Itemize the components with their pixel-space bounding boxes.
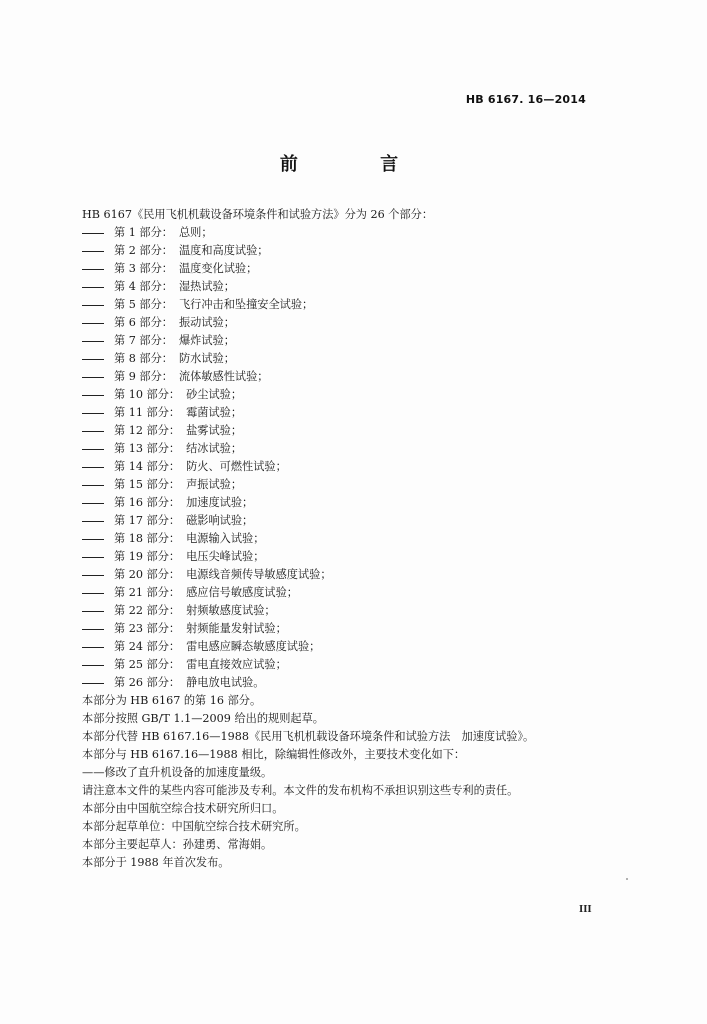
list-item <box>82 638 602 656</box>
dash-marker <box>82 485 104 486</box>
part-number: 第 23 部分： <box>114 622 181 635</box>
paragraph-patent-notice: 请注意本文件的某些内容可能涉及专利。本文件的发布机构不承担识别这些专利的责任。 <box>82 784 519 797</box>
list-item <box>82 440 602 458</box>
dash-marker <box>82 323 104 324</box>
part-name: 盐雾试验； <box>186 424 243 437</box>
paragraph-first-issue: 本部分于 1988 年首次发布。 <box>82 856 230 869</box>
list-item <box>82 350 602 368</box>
dash-marker <box>82 269 104 270</box>
part-number: 第 19 部分： <box>114 550 181 563</box>
part-name: 湿热试验； <box>178 280 235 293</box>
dash-marker <box>82 503 104 504</box>
paragraph-part-number: 本部分为 HB 6167 的第 16 部分。 <box>82 694 262 707</box>
dash-marker <box>82 377 104 378</box>
part-name: 流体敏感性试验； <box>178 370 269 383</box>
dash-marker <box>82 611 104 612</box>
list-item <box>82 494 602 512</box>
intro-paragraph: HB 6167《民用飞机机载设备环境条件和试验方法》分为 26 个部分： <box>82 208 434 221</box>
foreword-body <box>82 206 602 872</box>
part-number: 第 11 部分： <box>114 406 181 419</box>
part-name: 加速度试验； <box>186 496 254 509</box>
standard-code: HB 6167. 16—2014 <box>465 93 586 106</box>
list-item <box>82 332 602 350</box>
list-item <box>82 476 602 494</box>
dash-marker <box>82 341 104 342</box>
list-item <box>82 674 602 692</box>
dash-marker <box>82 251 104 252</box>
list-item <box>82 458 602 476</box>
part-name: 电源线音频传导敏感度试验； <box>186 568 332 581</box>
part-name: 磁影响试验； <box>186 514 254 527</box>
dash-marker <box>82 431 104 432</box>
part-name: 温度和高度试验； <box>178 244 269 257</box>
list-item <box>82 512 602 530</box>
list-item <box>82 368 602 386</box>
part-name: 结冰试验； <box>186 442 243 455</box>
dash-marker <box>82 287 104 288</box>
dash-marker <box>82 683 104 684</box>
part-number: 第 12 部分： <box>114 424 181 437</box>
part-number: 第 17 部分： <box>114 514 181 527</box>
part-number: 第 5 部分： <box>114 298 173 311</box>
list-item <box>82 260 602 278</box>
part-name: 防水试验； <box>178 352 235 365</box>
part-number: 第 4 部分： <box>114 280 173 293</box>
list-item <box>82 404 602 422</box>
part-number: 第 3 部分： <box>114 262 173 275</box>
list-item <box>82 386 602 404</box>
paragraph-change-item: ——修改了直升机设备的加速度量级。 <box>82 766 273 779</box>
list-item <box>82 296 602 314</box>
part-number: 第 14 部分： <box>114 460 181 473</box>
part-name: 电压尖峰试验； <box>186 550 265 563</box>
part-name: 射频敏感度试验； <box>186 604 276 617</box>
part-name: 霉菌试验； <box>186 406 243 419</box>
dash-marker <box>82 359 104 360</box>
parts-list <box>82 224 602 692</box>
part-number: 第 24 部分： <box>114 640 181 653</box>
list-item <box>82 548 602 566</box>
part-number: 第 13 部分： <box>114 442 181 455</box>
dash-marker <box>82 305 104 306</box>
part-name: 砂尘试验； <box>186 388 243 401</box>
paragraph-drafters: 本部分主要起草人：孙建勇、常海娟。 <box>82 838 273 851</box>
part-number: 第 9 部分： <box>114 370 173 383</box>
part-name: 雷电直接效应试验； <box>186 658 287 671</box>
list-item <box>82 314 602 332</box>
part-number: 第 15 部分： <box>114 478 181 491</box>
dash-marker <box>82 395 104 396</box>
part-number: 第 20 部分： <box>114 568 181 581</box>
dash-marker <box>82 665 104 666</box>
page-number: III <box>579 905 592 915</box>
part-name: 电源输入试验； <box>186 532 265 545</box>
part-name: 爆炸试验； <box>178 334 235 347</box>
dash-marker <box>82 575 104 576</box>
part-number: 第 21 部分： <box>114 586 181 599</box>
part-name: 温度变化试验； <box>178 262 258 275</box>
list-item <box>82 242 602 260</box>
part-name: 感应信号敏感度试验； <box>186 586 298 599</box>
list-item <box>82 656 602 674</box>
part-name: 声振试验； <box>186 478 243 491</box>
paragraph-proposed-by: 本部分由中国航空综合技术研究所归口。 <box>82 802 284 815</box>
part-number: 第 7 部分： <box>114 334 173 347</box>
part-number: 第 16 部分： <box>114 496 181 509</box>
dash-marker <box>82 449 104 450</box>
part-number: 第 10 部分： <box>114 388 181 401</box>
part-number: 第 22 部分： <box>114 604 181 617</box>
list-item <box>82 224 602 242</box>
paragraph-drafting-unit: 本部分起草单位：中国航空综合技术研究所。 <box>82 820 306 833</box>
dash-marker <box>82 557 104 558</box>
dash-marker <box>82 629 104 630</box>
part-number: 第 18 部分： <box>114 532 181 545</box>
part-name: 防火、可燃性试验； <box>186 460 287 473</box>
list-item <box>82 620 602 638</box>
list-item <box>82 422 602 440</box>
dash-marker <box>82 521 104 522</box>
dash-marker <box>82 593 104 594</box>
part-name: 振动试验； <box>178 316 235 329</box>
dash-marker <box>82 233 104 234</box>
part-name: 射频能量发射试验； <box>186 622 287 635</box>
dash-marker <box>82 413 104 414</box>
paragraph-changes: 本部分与 HB 6167.16—1988 相比，除编辑性修改外，主要技术变化如下： <box>82 748 466 761</box>
list-item <box>82 584 602 602</box>
part-number: 第 8 部分： <box>114 352 173 365</box>
part-name: 总则； <box>178 226 213 239</box>
part-number: 第 25 部分： <box>114 658 181 671</box>
part-name: 静电放电试验。 <box>186 676 265 689</box>
part-number: 第 1 部分： <box>114 226 173 239</box>
part-name: 雷电感应瞬态敏感度试验； <box>186 640 321 653</box>
paragraph-replaces: 本部分代替 HB 6167.16—1988《民用飞机机载设备环境条件和试验方法 加速度试验》。 <box>82 730 535 743</box>
part-name: 飞行冲击和坠撞安全试验； <box>178 298 314 311</box>
list-item <box>82 566 602 584</box>
part-number: 第 26 部分： <box>114 676 181 689</box>
dash-marker <box>82 467 104 468</box>
list-item <box>82 278 602 296</box>
paragraph-drafting-rules: 本部分按照 GB/T 1.1—2009 给出的规则起草。 <box>82 712 324 725</box>
dash-marker <box>82 647 104 648</box>
list-item <box>82 530 602 548</box>
dash-marker <box>82 539 104 540</box>
scan-speck <box>626 878 628 880</box>
page-title: 前 言 <box>279 154 437 175</box>
part-number: 第 2 部分： <box>114 244 173 257</box>
part-number: 第 6 部分： <box>114 316 173 329</box>
list-item <box>82 602 602 620</box>
